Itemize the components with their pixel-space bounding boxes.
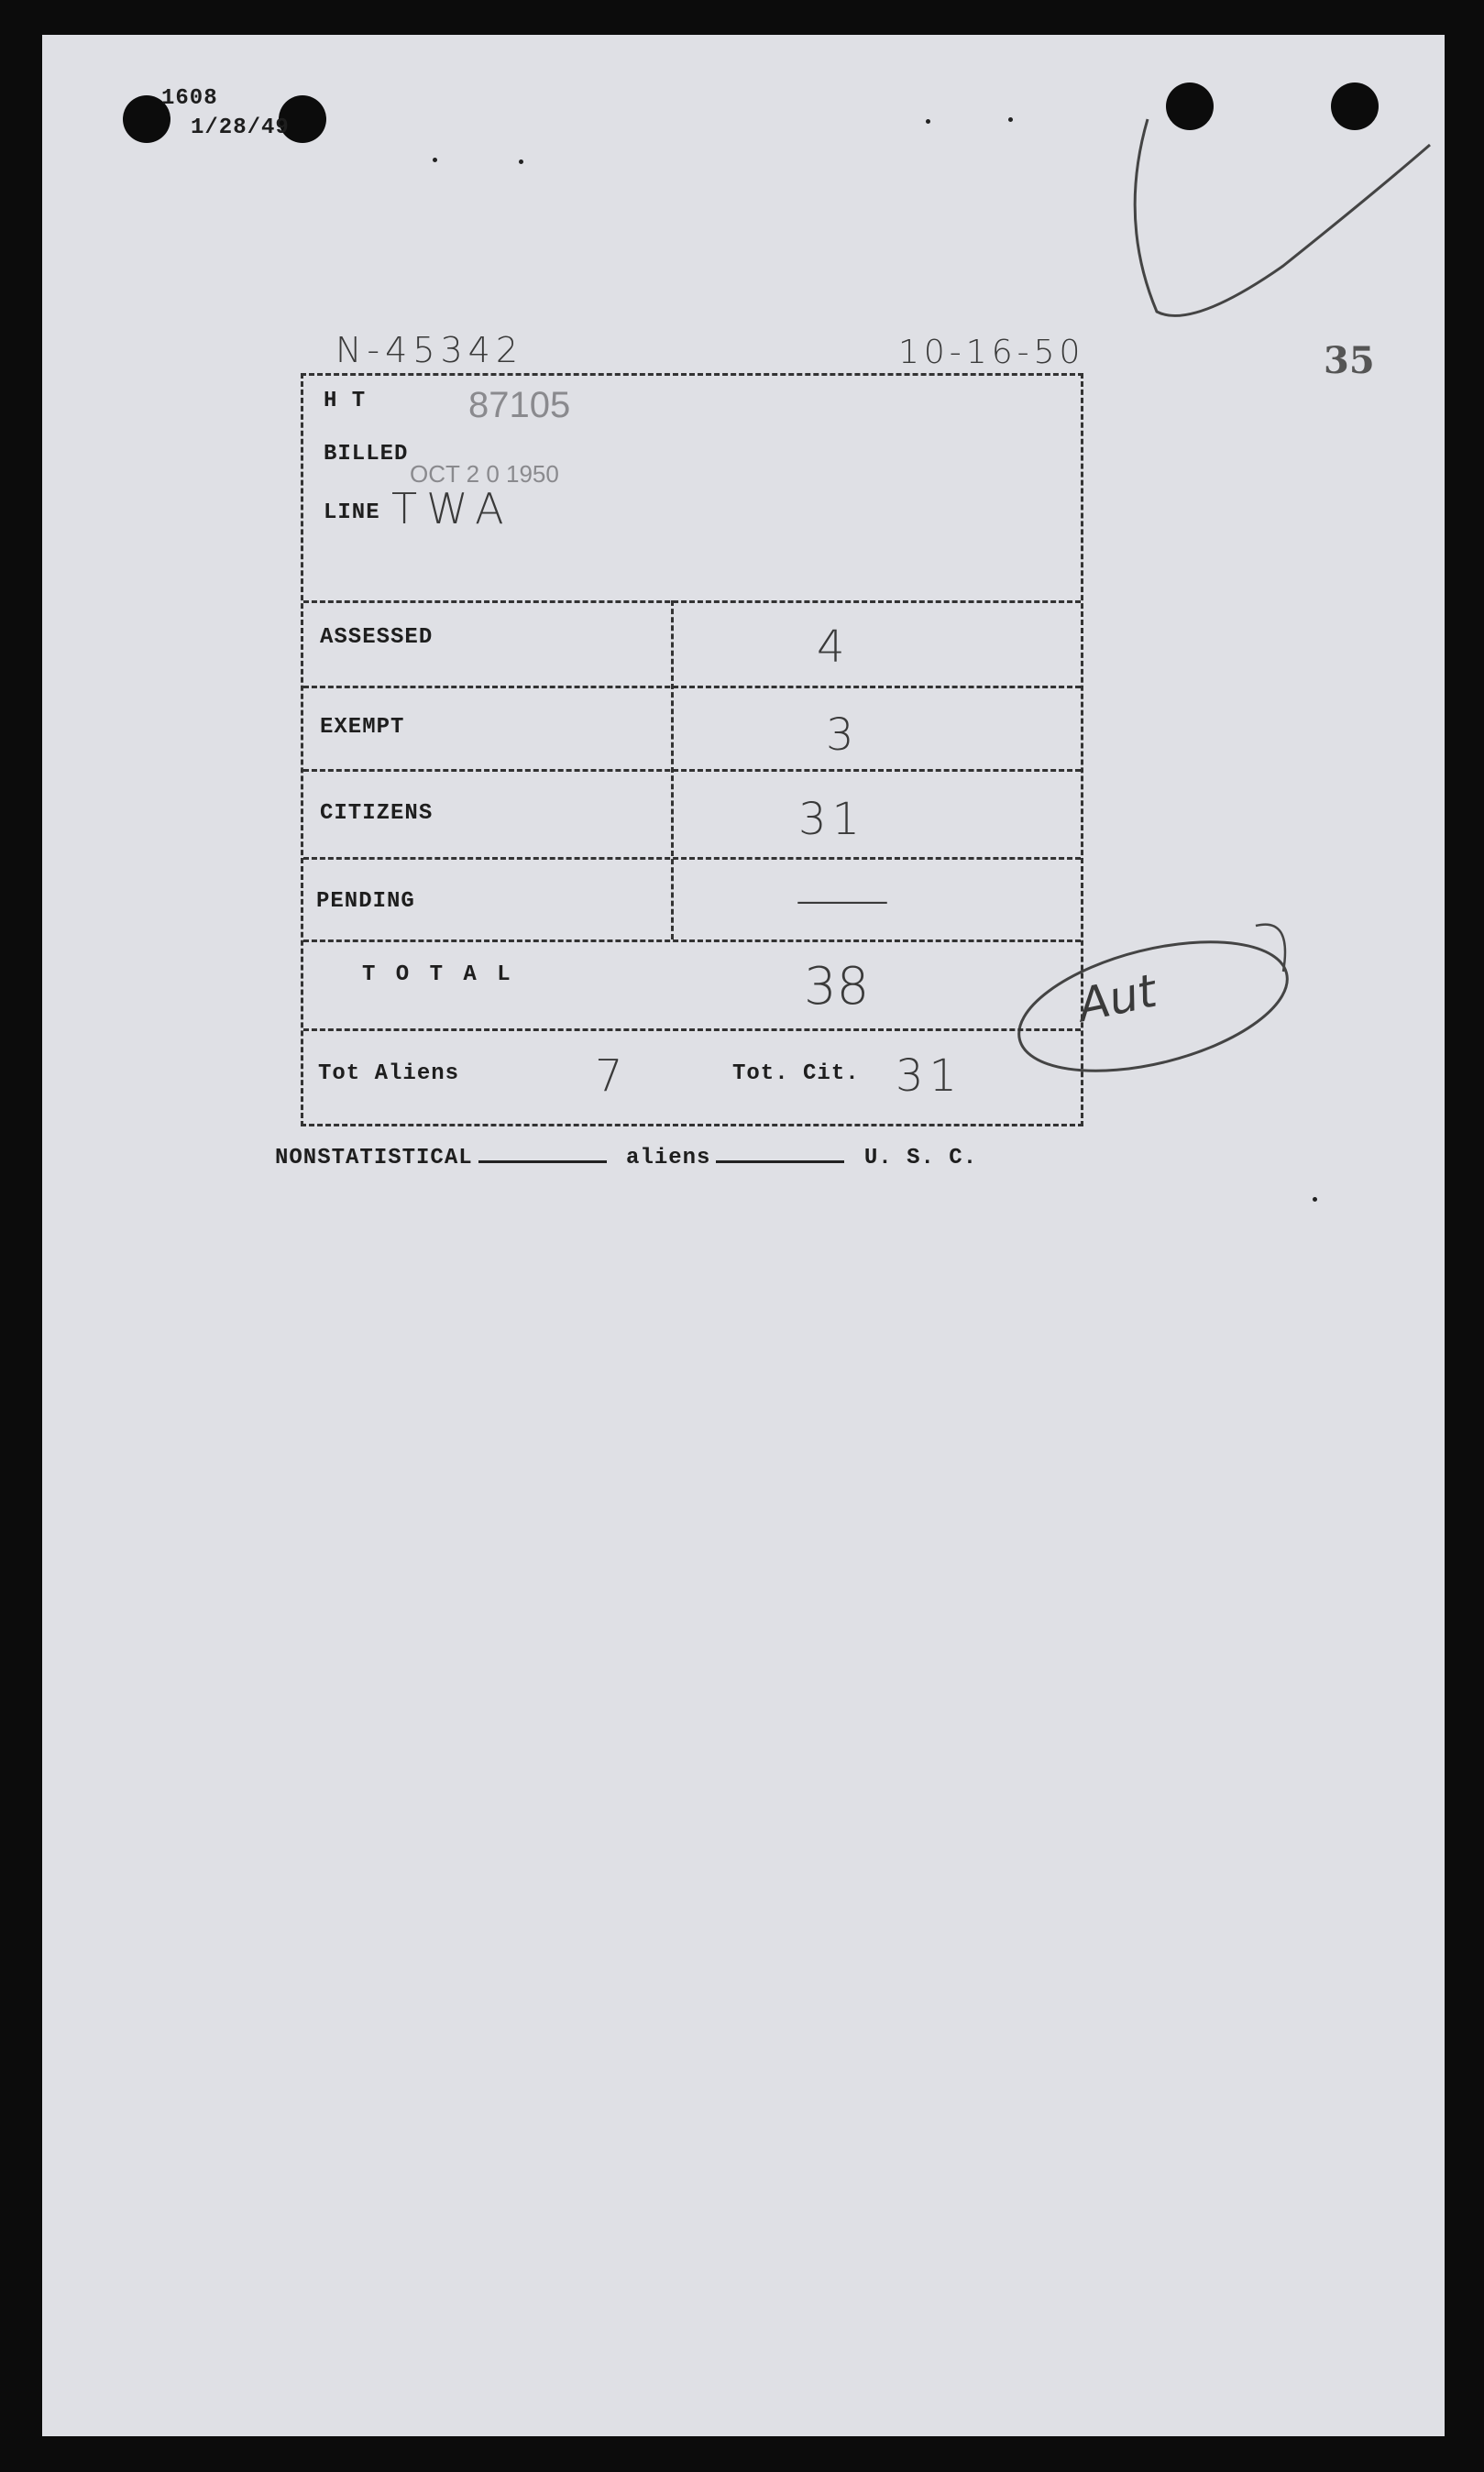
tot-aliens-label: Tot Aliens	[318, 1061, 460, 1086]
aliens-blank	[716, 1160, 844, 1163]
exempt-label: EXEMPT	[320, 715, 405, 740]
manifest-number: N-45342	[335, 330, 524, 370]
nonstatistical-blank	[478, 1160, 607, 1163]
citizens-label: CITIZENS	[320, 801, 434, 826]
row-divider	[303, 600, 1081, 603]
aliens-label: aliens	[626, 1146, 711, 1170]
check-mark	[1135, 119, 1430, 315]
pending-value: —	[793, 871, 892, 928]
assessed-value: 4	[817, 621, 845, 673]
footer-line	[275, 1146, 977, 1170]
form-code: 1608	[161, 86, 218, 111]
page-number: 35	[1324, 339, 1375, 382]
row-divider	[303, 769, 1081, 772]
manifest-date: 10-16-50	[898, 334, 1085, 371]
row-divider	[303, 686, 1081, 688]
ht-number-stamp: 87105	[468, 385, 571, 425]
nonstatistical-label: NONSTATISTICAL	[275, 1146, 473, 1170]
citizens-value: 31	[798, 794, 866, 845]
tot-aliens-value: 7	[595, 1050, 623, 1102]
pending-label: PENDING	[316, 889, 415, 914]
total-value: 38	[804, 957, 870, 1016]
tot-cit-label: Tot. Cit.	[732, 1061, 860, 1086]
row-divider	[303, 857, 1081, 860]
row-divider	[303, 1028, 1081, 1031]
manifest-form-table	[301, 373, 1083, 1126]
billed-date-stamp: OCT 2 0 1950	[410, 460, 559, 488]
usc-label: U. S. C.	[863, 1146, 978, 1170]
assessed-label: ASSESSED	[320, 625, 434, 650]
ht-label: H T	[324, 389, 367, 413]
line-label: LINE	[324, 500, 380, 525]
row-divider	[303, 939, 1081, 942]
total-label: T O T A L	[362, 962, 514, 987]
form-revision: 1/28/49	[191, 115, 290, 140]
billed-label: BILLED	[324, 442, 409, 467]
exempt-value: 3	[826, 709, 854, 761]
line-value: TWA	[391, 484, 513, 533]
initials: Aut	[1072, 963, 1161, 1033]
tot-cit-value: 31	[896, 1050, 963, 1102]
